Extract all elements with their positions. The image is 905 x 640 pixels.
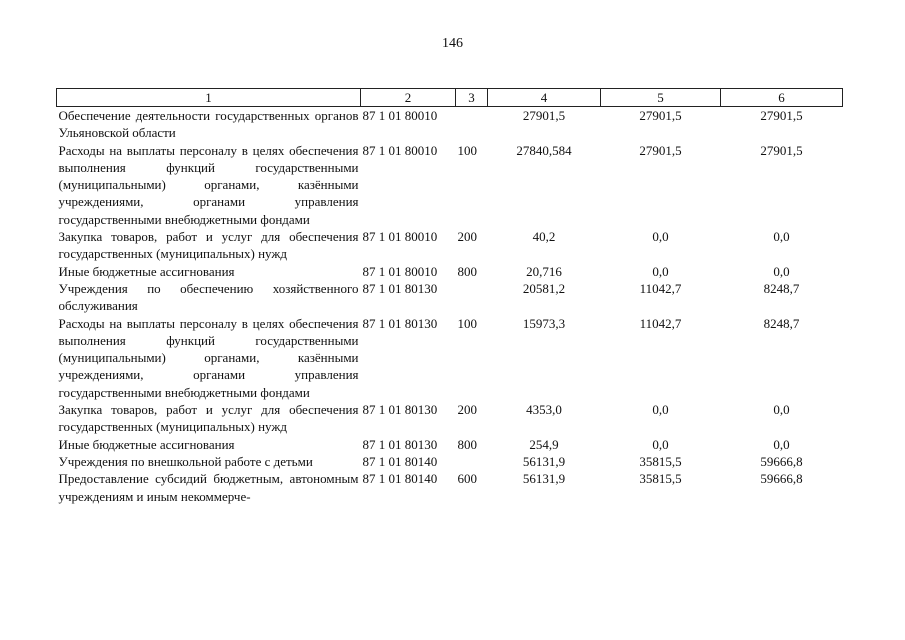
row-value-4: 4353,0: [526, 402, 562, 418]
row-code: 87 1 01 80130: [362, 315, 438, 331]
row-expense-type: [456, 107, 488, 142]
table-row: [57, 280, 843, 315]
row-expense-type: 800: [457, 436, 477, 452]
row-code: 87 1 01 80010: [362, 263, 438, 279]
row-code: 87 1 01 80010: [362, 142, 438, 158]
row-value-4: 15973,3: [522, 315, 566, 331]
row-value-5: 35815,5: [639, 471, 682, 487]
row-name: Учреждения по обеспечению хозяйственного обслуживания: [58, 280, 359, 314]
header-row: [57, 89, 843, 107]
row-value-6: 8248,7: [763, 280, 800, 296]
row-code: 87 1 01 80010: [362, 108, 438, 123]
col-header-5: 5: [601, 89, 721, 107]
row-code: 87 1 01 80130: [362, 280, 438, 296]
row-code: 87 1 01 80140: [362, 453, 438, 469]
row-value-5: 27901,5: [639, 108, 682, 123]
row-value-5: 0,0: [652, 229, 669, 245]
row-value-5: 11042,7: [639, 280, 682, 296]
row-name: Расходы на выплаты персоналу в целях обеспечения выполнения функций государственными (муниципальными) органами, казёнными учреждениями, органами управления государственными внебюджетными фондами: [58, 315, 359, 400]
row-value-6: 0,0: [773, 436, 790, 452]
table-row: [57, 470, 843, 505]
col-header-1: 1: [57, 89, 361, 107]
row-value-6: 8248,7: [763, 315, 800, 331]
table-row: [57, 453, 843, 470]
row-value-5: 0,0: [652, 402, 669, 418]
row-expense-type: 200: [457, 402, 477, 418]
row-expense-type: [456, 280, 488, 315]
row-value-4: 56131,9: [522, 453, 566, 469]
row-value-5: 0,0: [652, 436, 669, 452]
table-row: [57, 436, 843, 453]
row-code: 87 1 01 80130: [362, 402, 438, 418]
table-row: [57, 263, 843, 280]
page-number: 146: [442, 36, 463, 51]
row-name: Учреждения по внешкольной работе с детьми: [58, 453, 313, 469]
row-expense-type: 800: [457, 263, 477, 279]
row-expense-type: 200: [457, 229, 477, 245]
row-expense-type: 100: [457, 315, 477, 331]
row-name: Иные бюджетные ассигнования: [58, 263, 235, 279]
row-value-6: 27901,5: [760, 142, 803, 158]
row-name: Иные бюджетные ассигнования: [58, 436, 235, 452]
row-value-5: 11042,7: [639, 315, 682, 331]
table-row: [57, 315, 843, 401]
row-value-4: 40,2: [532, 229, 556, 245]
table-row: [57, 228, 843, 263]
col-header-4: 4: [488, 89, 601, 107]
table-row: [57, 107, 843, 142]
row-value-4: 254,9: [529, 436, 559, 452]
table-row: [57, 401, 843, 436]
col-header-2: 2: [361, 89, 456, 107]
col-header-3: 3: [456, 89, 488, 107]
row-expense-type: [456, 453, 488, 470]
row-value-6: 59666,8: [760, 471, 803, 487]
row-value-5: 35815,5: [639, 453, 682, 469]
row-name: Закупка товаров, работ и услуг для обеспечения государственных (муниципальных) нужд: [58, 402, 359, 435]
col-header-6: 6: [721, 89, 843, 107]
row-value-6: 59666,8: [760, 453, 803, 469]
row-value-4: 20581,2: [522, 280, 566, 296]
row-name: Предоставление субсидий бюджетным, автономным учреждениям и иным некоммерче-: [58, 471, 359, 504]
row-value-5: 0,0: [652, 263, 669, 279]
row-code: 87 1 01 80130: [362, 436, 438, 452]
row-value-4: 20,716: [526, 263, 562, 279]
row-name: Закупка товаров, работ и услуг для обеспечения государственных (муниципальных) нужд: [58, 229, 359, 262]
budget-table: [56, 88, 843, 505]
row-value-4: 56131,9: [522, 471, 566, 487]
row-value-5: 27901,5: [639, 142, 682, 158]
table-row: [57, 142, 843, 228]
row-code: 87 1 01 80010: [362, 229, 438, 245]
row-expense-type: 100: [457, 142, 477, 158]
row-name: Обеспечение деятельности государственных органов Ульяновской области: [58, 108, 359, 141]
row-code: 87 1 01 80140: [362, 471, 438, 487]
row-value-6: 0,0: [773, 402, 790, 418]
row-expense-type: 600: [457, 471, 477, 487]
row-value-6: 27901,5: [760, 108, 803, 123]
row-value-4: 27901,5: [522, 108, 566, 123]
row-name: Расходы на выплаты персоналу в целях обеспечения выполнения функций государственными (муниципальными) органами, казёнными учреждениями, органами управления государственными внебюджетными фондами: [58, 142, 359, 227]
row-value-6: 0,0: [773, 263, 790, 279]
row-value-4: 27840,584: [516, 142, 572, 158]
row-value-6: 0,0: [773, 229, 790, 245]
